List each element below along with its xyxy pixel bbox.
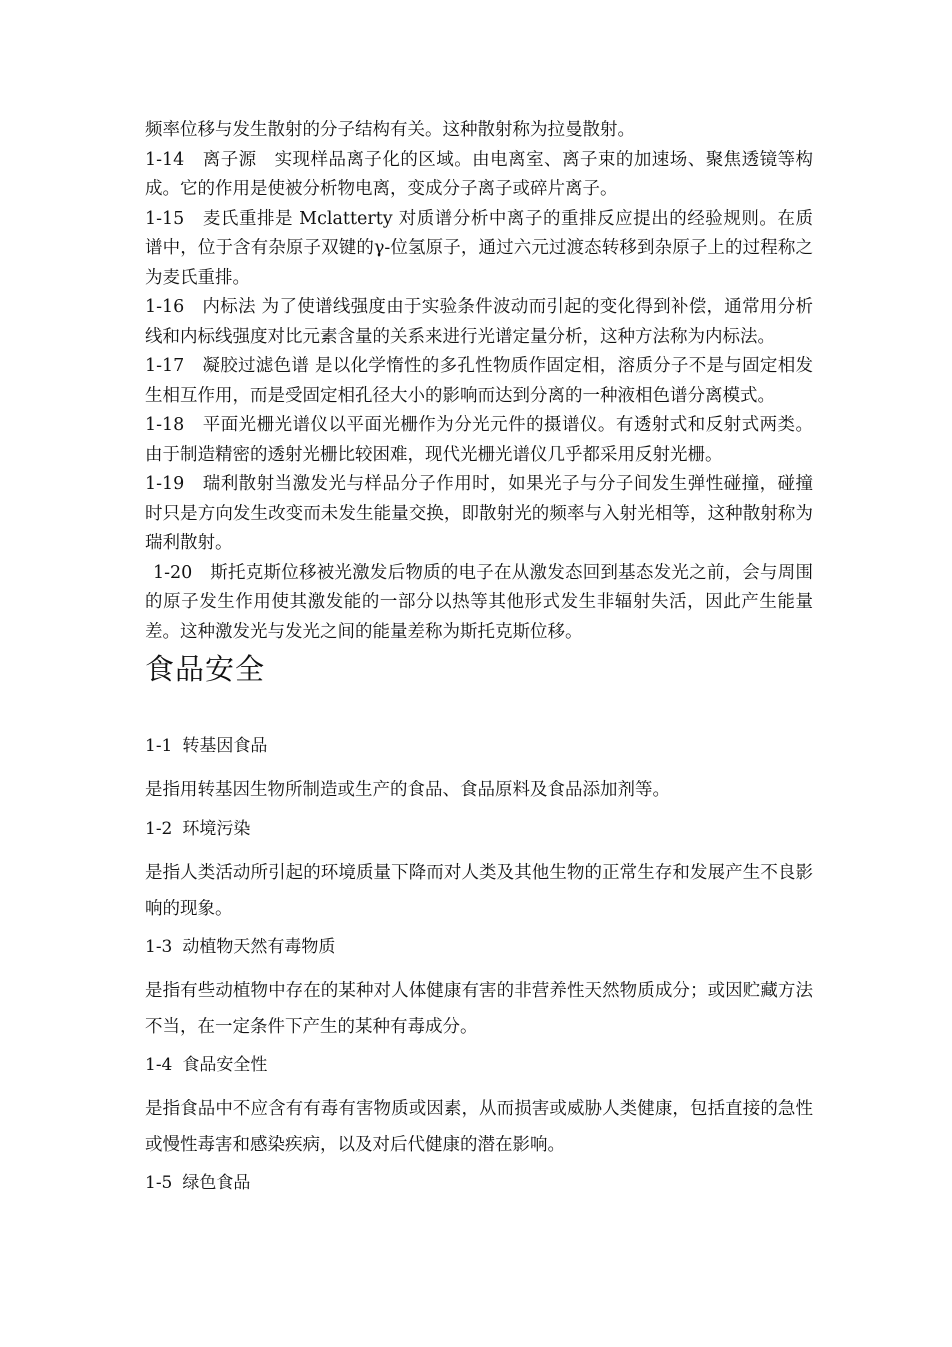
paragraph-mclafferty: 1-15 麦氏重排是 Mclatterty 对质谱分析中离子的重排反应提出的经验规则。在质谱中，位于含有杂原子双键的γ-位氢原子，通过六元过渡态转移到杂原子上的过程称之为麦氏重排。 — [145, 208, 813, 288]
term-name: 动植物天然有毒物质 — [182, 937, 336, 957]
term-heading — [145, 1173, 813, 1193]
paragraph-plane-grating: 1-18 平面光栅光谱仪以平面光栅作为分光元件的摄谱仪。有透射式和反射式两类。由于制造精密的透射光栅比较困难，现代光栅光谱仪几乎都采用反射光栅。 — [145, 415, 813, 465]
term-entry — [145, 736, 813, 808]
paragraph-ion-source: 1-14 离子源 实现样品离子化的区域。由电离室、离子束的加速场、聚焦透镜等构成。它的作用是使被分析物电离，变成分子离子或碎片离子。 — [145, 149, 813, 199]
term-name: 食品安全性 — [182, 1055, 268, 1075]
term-number: 1-5 — [145, 1173, 173, 1193]
term-heading — [145, 819, 813, 839]
term-heading — [145, 736, 813, 756]
term-number: 1-1 — [145, 736, 173, 756]
term-entry — [145, 1173, 813, 1193]
term-entry — [145, 937, 813, 1045]
paragraph-stokes: 1-20 斯托克斯位移被光激发后物质的电子在从激发态回到基态发光之前，会与周围的原子发生作用使其激发能的一部分以热等其他形式发生非辐射失活，因此产生能量差。这种激发光与发光之间的能量差称为斯托克斯位移。 — [145, 562, 813, 642]
term-definition: 是指有些动植物中存在的某种对人体健康有害的非营养性天然物质成分；或因贮藏方法不当，在一定条件下产生的某种有毒成分。 — [145, 981, 813, 1037]
term-number: 1-3 — [145, 937, 173, 957]
term-number: 1-4 — [145, 1055, 173, 1075]
term-name: 绿色食品 — [182, 1173, 251, 1193]
document-page — [145, 116, 813, 1209]
term-definition: 是指人类活动所引起的环境质量下降而对人类及其他生物的正常生存和发展产生不良影响的现象。 — [145, 863, 813, 919]
paragraph-gel-filtration: 1-17 凝胶过滤色谱 是以化学惰性的多孔性物质作固定相，溶质分子不是与固定相发生相互作用，而是受固定相孔径大小的影响而达到分离的一种液相色谱分离模式。 — [145, 356, 813, 406]
paragraph-rayleigh: 1-19 瑞利散射当激发光与样品分子作用时，如果光子与分子间发生弹性碰撞，碰撞时只是方向发生改变而未发生能量交换，即散射光的频率与入射光相等，这种散射称为瑞利散射。 — [145, 474, 813, 553]
term-heading — [145, 937, 813, 957]
paragraph-internal-standard: 1-16 内标法 为了使谱线强度由于实验条件波动而引起的变化得到补偿，通常用分析线和内标线强度对比元素含量的关系来进行光谱定量分析，这种方法称为内标法。 — [145, 297, 813, 347]
term-name: 环境污染 — [182, 819, 251, 839]
section-title: 食品安全 — [145, 652, 266, 686]
term-entry — [145, 819, 813, 927]
term-definition: 是指用转基因生物所制造或生产的食品、食品原料及食品添加剂等。 — [145, 780, 670, 800]
term-name: 转基因食品 — [182, 736, 268, 756]
term-number: 1-2 — [145, 819, 173, 839]
term-entry — [145, 1055, 813, 1163]
term-definition: 是指食品中不应含有有毒有害物质或因素，从而损害或威胁人类健康，包括直接的急性或慢性毒害和感染疾病，以及对后代健康的潜在影响。 — [145, 1099, 813, 1155]
paragraph-raman-tail: 频率位移与发生散射的分子结构有关。这种散射称为拉曼散射。 — [145, 120, 635, 140]
term-heading — [145, 1055, 813, 1075]
